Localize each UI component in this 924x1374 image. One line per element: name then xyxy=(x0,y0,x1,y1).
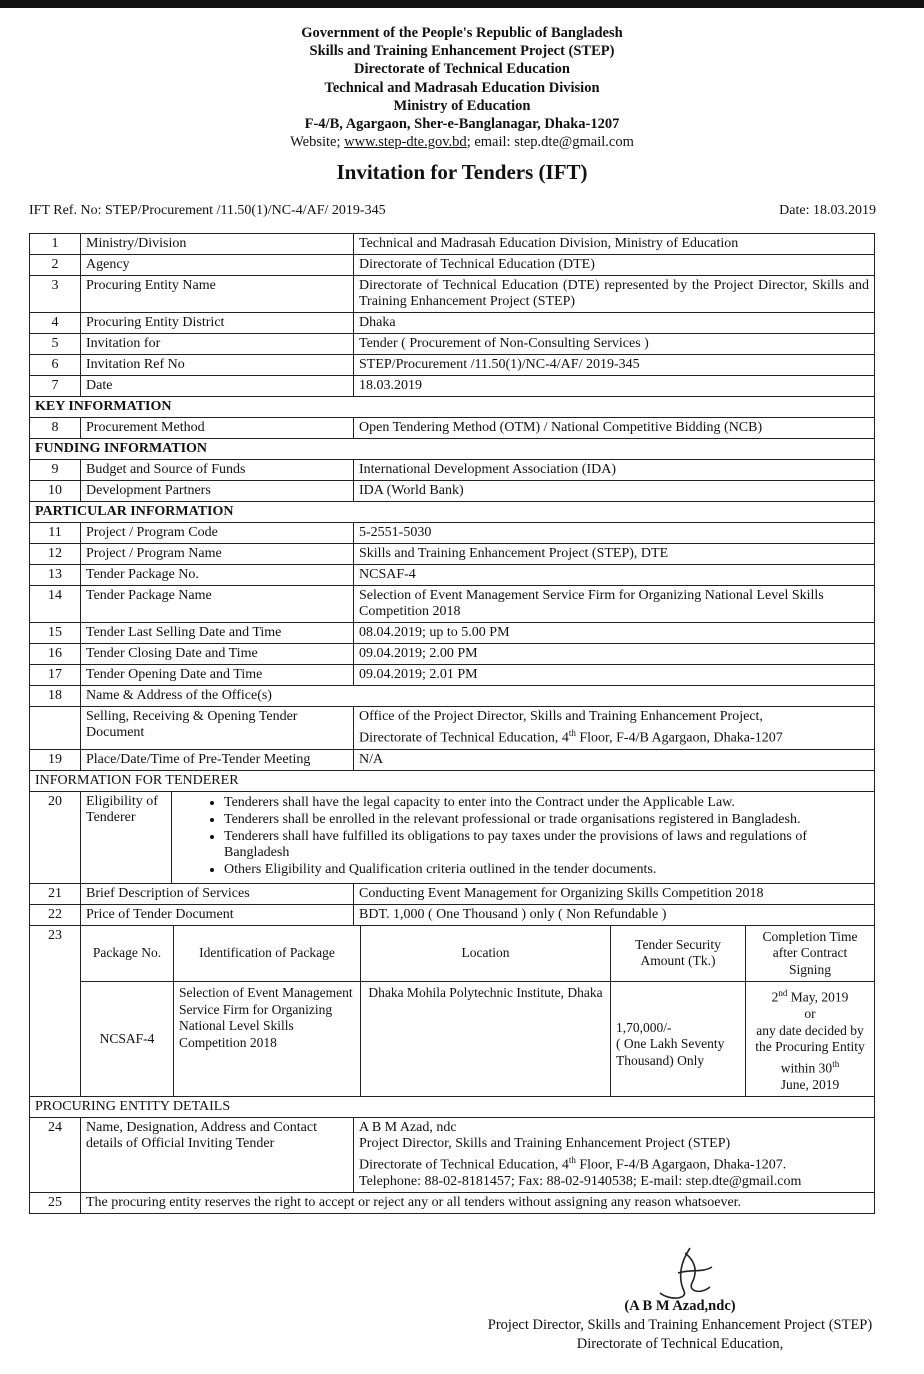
list-item: • Tenderers shall have the legal capacity to enter into the Contract under the Applicable Law. xyxy=(224,795,869,811)
row-label: Procuring Entity District xyxy=(81,313,354,334)
row-number: 2 xyxy=(30,255,81,276)
row-number: 24 xyxy=(30,1118,81,1193)
office-address: F-4/B, Agargaon, Sher-e-Banglanagar, Dhaka-1207 xyxy=(304,116,620,133)
row-label: Project / Program Name xyxy=(81,544,354,565)
row-value: STEP/Procurement /11.50(1)/NC-4/AF/ 2019-345 xyxy=(354,355,875,376)
completion-month: May, 2019 xyxy=(787,989,849,1005)
address-text: Directorate of Technical Education, 4 xyxy=(359,1157,569,1173)
header-package-no: Package No. xyxy=(81,926,174,982)
table-row xyxy=(30,355,875,376)
table-row xyxy=(30,883,875,904)
row-value: Directorate of Technical Education (DTE) xyxy=(354,255,875,276)
row-label: Tender Last Selling Date and Time xyxy=(81,623,354,644)
package-completion xyxy=(746,982,875,1097)
row-value: N/A xyxy=(354,749,875,770)
row-number: 4 xyxy=(30,313,81,334)
row-label: Tender Package No. xyxy=(81,565,354,586)
row-number: 11 xyxy=(30,523,81,544)
row-label: Place/Date/Time of Pre-Tender Meeting xyxy=(81,749,354,770)
table-row xyxy=(30,460,875,481)
row-number: 22 xyxy=(30,904,81,925)
table-row xyxy=(30,791,875,883)
table-row xyxy=(30,1192,875,1213)
table-row xyxy=(30,276,875,313)
completion-rest xyxy=(751,1023,869,1077)
row-value: NCSAF-4 xyxy=(354,565,875,586)
address-rest: Floor, F-4/B Agargaon, Dhaka-1207. xyxy=(575,1157,787,1173)
section-particular-information: PARTICULAR INFORMATION xyxy=(30,502,875,523)
row-label: Name, Designation, Address and Contact details of Official Inviting Tender xyxy=(81,1118,354,1193)
section-heading xyxy=(30,397,875,418)
signature-scribble xyxy=(640,1243,730,1303)
table-row xyxy=(30,523,875,544)
package-table-cell xyxy=(81,925,875,1097)
table-row xyxy=(30,313,875,334)
row-value xyxy=(354,707,875,750)
row-label: Invitation Ref No xyxy=(81,355,354,376)
office-line-2-text: Directorate of Technical Education, 4 xyxy=(359,730,569,746)
row-number: 15 xyxy=(30,623,81,644)
table-row xyxy=(30,544,875,565)
table-row xyxy=(30,904,875,925)
website-prefix: Website; xyxy=(290,134,345,151)
row-number: 12 xyxy=(30,544,81,565)
table-row xyxy=(30,925,875,1097)
row-label: Tender Opening Date and Time xyxy=(81,665,354,686)
table-row xyxy=(30,255,875,276)
table-row xyxy=(30,749,875,770)
row-value xyxy=(354,1118,875,1193)
row-value: 08.04.2019; up to 5.00 PM xyxy=(354,623,875,644)
row-label: Procurement Method xyxy=(81,418,354,439)
table-row xyxy=(30,1118,875,1193)
row-label: Development Partners xyxy=(81,481,354,502)
top-rule xyxy=(0,0,924,8)
official-name: A B M Azad, ndc xyxy=(359,1120,457,1136)
table-row xyxy=(30,334,875,355)
row-value: Conducting Event Management for Organizing Skills Competition 2018 xyxy=(354,883,875,904)
package-table xyxy=(81,926,874,1097)
section-heading xyxy=(30,1097,875,1118)
row-number: 9 xyxy=(30,460,81,481)
security-words: ( One Lakh Seventy Thousand) Only xyxy=(616,1036,725,1068)
row-number: 13 xyxy=(30,565,81,586)
row-value: Dhaka xyxy=(354,313,875,334)
row-number: 16 xyxy=(30,644,81,665)
row-value: 5-2551-5030 xyxy=(354,523,875,544)
row-number: 14 xyxy=(30,586,81,623)
ordinal-suffix: th xyxy=(832,1058,840,1069)
row-number: 3 xyxy=(30,276,81,313)
section-information-for-tenderer: INFORMATION FOR TENDERER xyxy=(30,770,875,791)
table-row xyxy=(30,707,875,750)
eligibility-list-cell xyxy=(172,792,875,883)
row-value: 18.03.2019 xyxy=(354,376,875,397)
email-text: ; email: step.dte@gmail.com xyxy=(466,134,634,151)
security-amount: 1,70,000/- xyxy=(616,1019,672,1035)
header-identification: Identification of Package xyxy=(174,926,361,982)
project-name: Skills and Training Enhancement Project (STEP) xyxy=(309,43,615,60)
package-data-row xyxy=(81,982,874,1097)
section-funding-information: FUNDING INFORMATION xyxy=(30,439,875,460)
header-location: Location xyxy=(361,926,611,982)
row-number: 7 xyxy=(30,376,81,397)
row-sublabel: Selling, Receiving & Opening Tender Document xyxy=(81,707,354,750)
package-identification: Selection of Event Management Service Firm for Organizing National Level Skills Competition 2018 xyxy=(174,982,361,1097)
ordinal-suffix: th xyxy=(568,728,576,738)
header-security: Tender Security Amount (Tk.) xyxy=(611,926,746,982)
eligibility-layout xyxy=(81,792,874,883)
completion-date xyxy=(751,985,869,1006)
signatory-name: (A B M Azad,ndc) xyxy=(624,1298,736,1314)
table-row xyxy=(30,234,875,255)
list-item: • Tenderers shall have fulfilled its obligations to pay taxes under the provisions of laws and regulations of Bangladesh xyxy=(224,829,869,861)
row-label: Name & Address of the Office(s) xyxy=(81,686,875,707)
row-number: 5 xyxy=(30,334,81,355)
signature-block xyxy=(470,1297,890,1354)
official-designation: Project Director, Skills and Training Enhancement Project (STEP) xyxy=(359,1136,731,1152)
row-number: 10 xyxy=(30,481,81,502)
header-completion: Completion Time after Contract Signing xyxy=(746,926,875,982)
ift-date: Date: 18.03.2019 xyxy=(779,203,876,218)
eligibility-label: Eligibility of Tenderer xyxy=(81,792,172,883)
eligibility-cell xyxy=(81,791,875,883)
row-value: Open Tendering Method (OTM) / National Competitive Bidding (NCB) xyxy=(354,418,875,439)
office-line-2-rest: Floor, F-4/B Agargaon, Dhaka-1207 xyxy=(575,730,783,746)
list-item: • Tenderers shall be enrolled in the relevant professional or trade organisations registered in Bangladesh. xyxy=(224,812,869,828)
letterhead xyxy=(0,24,924,151)
table-row xyxy=(30,481,875,502)
completion-rest-text: any date decided by the Procuring Entity within 30 xyxy=(755,1022,865,1076)
ordinal-suffix: th xyxy=(568,1155,576,1166)
row-number: 1 xyxy=(30,234,81,255)
table-row xyxy=(30,665,875,686)
row-value: Selection of Event Management Service Firm for Organizing National Level Skills Competition 2018 xyxy=(354,586,875,623)
row-label: Project / Program Code xyxy=(81,523,354,544)
table-row xyxy=(30,686,875,707)
row-label: Budget and Source of Funds xyxy=(81,460,354,481)
section-heading xyxy=(30,439,875,460)
row-label: Date xyxy=(81,376,354,397)
row-value: 09.04.2019; 2.01 PM xyxy=(354,665,875,686)
official-address xyxy=(359,1152,869,1174)
list-item: • Others Eligibility and Qualification criteria outlined in the tender documents. xyxy=(224,862,869,878)
directorate-name: Directorate of Technical Education xyxy=(353,61,570,78)
row-number: 6 xyxy=(30,355,81,376)
row-number: 25 xyxy=(30,1192,81,1213)
division-name: Technical and Madrasah Education Division xyxy=(324,79,600,96)
package-no: NCSAF-4 xyxy=(81,982,174,1097)
eligibility-list xyxy=(202,795,869,878)
section-heading xyxy=(30,502,875,523)
row-label: Tender Closing Date and Time xyxy=(81,644,354,665)
official-contact: Telephone: 88-02-8181457; Fax: 88-02-9140538; E-mail: step.dte@gmail.com xyxy=(359,1173,802,1189)
page-title: Invitation for Tenders (IFT) xyxy=(336,160,588,184)
contact-line xyxy=(0,133,924,151)
row-label: Invitation for xyxy=(81,334,354,355)
row-number: 19 xyxy=(30,749,81,770)
row-value: 09.04.2019; 2.00 PM xyxy=(354,644,875,665)
row-label: Agency xyxy=(81,255,354,276)
row-label: Price of Tender Document xyxy=(81,904,354,925)
signatory-office: Directorate of Technical Education, xyxy=(576,1336,784,1352)
ordinal-suffix: nd xyxy=(778,988,788,999)
row-label: Ministry/Division xyxy=(81,234,354,255)
row-value: BDT. 1,000 ( One Thousand ) only ( Non Refundable ) xyxy=(354,904,875,925)
table-row xyxy=(30,418,875,439)
section-procuring-entity-details: PROCURING ENTITY DETAILS xyxy=(30,1097,875,1118)
row-number: 23 xyxy=(30,925,81,1097)
row-value: The procuring entity reserves the right to accept or reject any or all tenders without assigning any reason whatsoever. xyxy=(81,1192,875,1213)
row-value: Skills and Training Enhancement Project (STEP), DTE xyxy=(354,544,875,565)
row-number: 8 xyxy=(30,418,81,439)
completion-end: June, 2019 xyxy=(780,1076,840,1092)
row-value: Directorate of Technical Education (DTE) represented by the Project Director, Skills and Training Enhancement Project (STEP) xyxy=(354,276,875,313)
package-security xyxy=(611,982,746,1097)
completion-or: or xyxy=(804,1006,816,1022)
row-number: 18 xyxy=(30,686,81,707)
package-header-row xyxy=(81,926,874,982)
row-number: 21 xyxy=(30,883,81,904)
table-row xyxy=(30,586,875,623)
section-heading xyxy=(30,770,875,791)
row-value: Technical and Madrasah Education Division, Ministry of Education xyxy=(354,234,875,255)
table-row xyxy=(30,565,875,586)
row-value: International Development Association (IDA) xyxy=(354,460,875,481)
ift-ref: IFT Ref. No: STEP/Procurement /11.50(1)/NC-4/AF/ 2019-345 xyxy=(29,203,386,218)
row-label: Procuring Entity Name xyxy=(81,276,354,313)
row-label: Tender Package Name xyxy=(81,586,354,623)
table-row xyxy=(30,376,875,397)
tender-table xyxy=(29,233,875,1214)
table-row xyxy=(30,623,875,644)
completion-day: 2 xyxy=(771,989,779,1005)
row-number: 20 xyxy=(30,791,81,883)
row-label: Brief Description of Services xyxy=(81,883,354,904)
signatory-designation: Project Director, Skills and Training Enhancement Project (STEP) xyxy=(487,1317,873,1333)
ministry-name: Ministry of Education xyxy=(393,97,531,114)
website-link[interactable]: www.step-dte.gov.bd xyxy=(344,134,467,151)
row-value: Tender ( Procurement of Non-Consulting Services ) xyxy=(354,334,875,355)
row-number-empty xyxy=(30,707,81,750)
office-line-1: Office of the Project Director, Skills and Training Enhancement Project, xyxy=(359,709,763,724)
package-location: Dhaka Mohila Polytechnic Institute, Dhaka xyxy=(361,982,611,1097)
row-value: IDA (World Bank) xyxy=(354,481,875,502)
government-name: Government of the People's Republic of Bangladesh xyxy=(301,25,623,41)
section-key-information: KEY INFORMATION xyxy=(30,397,875,418)
row-number: 17 xyxy=(30,665,81,686)
table-row xyxy=(30,644,875,665)
office-line-2 xyxy=(359,725,869,747)
